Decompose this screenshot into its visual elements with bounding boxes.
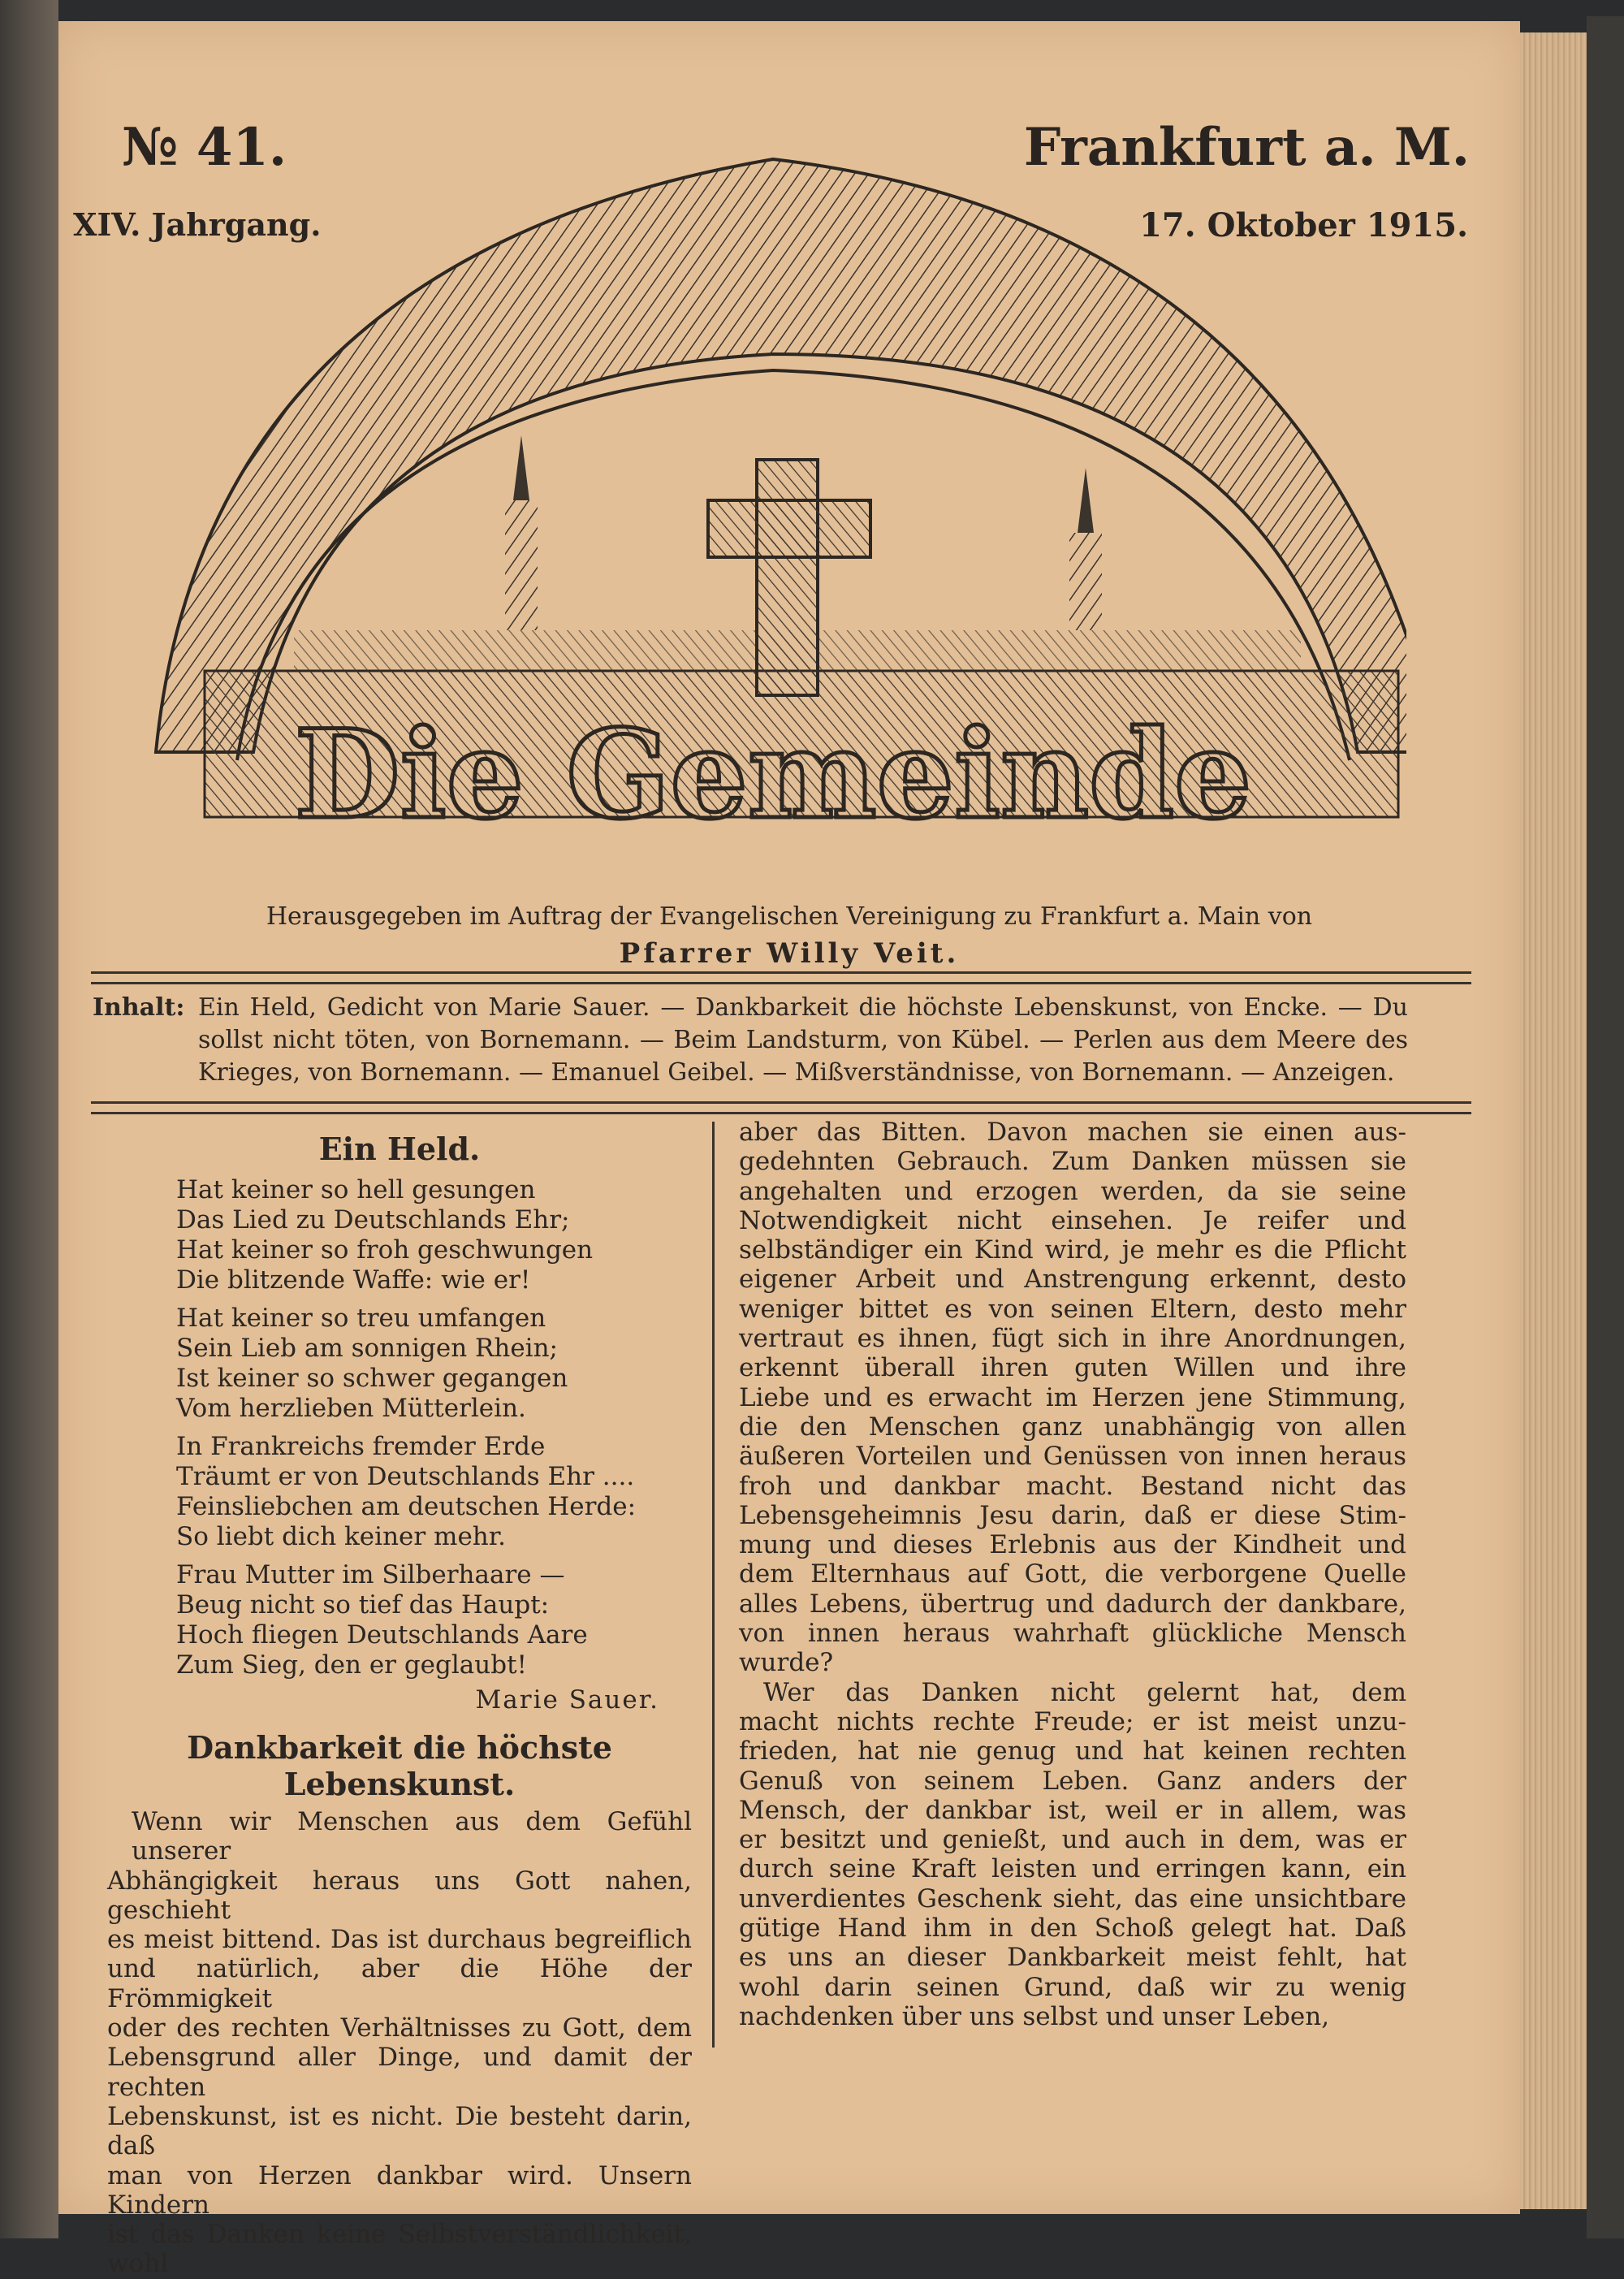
page-edges (1520, 32, 1587, 2209)
text-line: mung und dieses Erlebnis aus der Kindheit und (739, 1530, 1406, 1560)
text-line: Notwendigkeit nicht einsehen. Je reifer und (739, 1205, 1406, 1235)
text-line: aber das Bitten. Davon machen sie einen aus- (739, 1118, 1406, 1147)
text-line: Mensch, der dankbar ist, weil er in allem, was (739, 1795, 1406, 1825)
left-column (107, 1126, 692, 2279)
text-line: und natürlich, aber die Höhe der Frömmigkeit (107, 1954, 692, 2013)
toc-text: Ein Held, Gedicht von Marie Sauer. — Dankbarkeit die höchste Lebenskunst, von Encke. — Du sollst nicht töten, von Bornemann. — Beim Landsturm, von Kübel. — Perlen aus dem Meere des Krieges, von Bornemann. — Emanuel Geibel. — Mißverständnisse, von Bornemann. — Anzeigen. (198, 993, 1408, 1087)
poem-title: Ein Held. (318, 1131, 481, 1167)
poem-author: Marie Sauer. (475, 1685, 659, 1715)
text-line: eigener Arbeit und Anstrengung erkennt, desto (739, 1265, 1406, 1295)
text-line: ist das Danken keine Selbstverständlichkeit, wohl (107, 2220, 692, 2279)
text-line: Wer das Danken nicht gelernt hat, dem (763, 1677, 1406, 1707)
poem-line: Hat keiner so hell gesungen (176, 1175, 536, 1204)
text-line: Wenn wir Menschen aus dem Gefühl unserer (132, 1807, 692, 1866)
text-line: macht nichts rechte Freude; er ist meist unzu- (739, 1706, 1406, 1736)
text-line: unverdientes Geschenk sieht, das eine unsichtbare (739, 1883, 1406, 1914)
book-cover-edge (1587, 16, 1624, 2238)
editor-line: Pfarrer Willy Veit. (619, 937, 960, 970)
poem-line: Hat keiner so froh geschwungen (176, 1235, 594, 1265)
text-line: Lebenskunst, ist es nicht. Die besteht darin, daß (107, 2101, 692, 2161)
poem-stanza (176, 1560, 692, 1680)
text-line: äußeren Vorteilen und Genüssen von innen heraus (739, 1442, 1406, 1472)
poem-line: Frau Mutter im Silberhaare — (176, 1560, 565, 1589)
volume-label: XIV. Jahrgang. (73, 206, 322, 243)
poem-line: Zum Sieg, den er geglaubt! (176, 1650, 527, 1680)
publisher-line: Herausgegeben im Auftrag der Evangelischen Vereinigung zu Frankfurt a. Main von (266, 902, 1313, 931)
poem-body (107, 1175, 692, 1680)
text-line: angehalten und erzogen werden, da sie seine (739, 1176, 1406, 1206)
text-line: Lebensgrund aller Dinge, und damit der rechten (107, 2043, 692, 2102)
article-paragraph-2 (739, 1678, 1406, 2032)
masthead-illustration (107, 110, 1406, 898)
text-line: es uns an dieser Dankbarkeit meist fehlt, hat (739, 1943, 1406, 1973)
poem-line: Hat keiner so treu umfangen (176, 1304, 546, 1333)
masthead-title: Die Gemeinde (294, 703, 1252, 846)
poem-line: Feinsliebchen am deutschen Herde: (176, 1492, 637, 1521)
poem-line: Das Lied zu Deutschlands Ehr; (176, 1205, 570, 1235)
text-line: froh und dankbar macht. Bestand nicht das (739, 1471, 1406, 1501)
text-line: frieden, hat nie genug und hat keinen rechten (739, 1736, 1406, 1767)
poem-stanza (176, 1304, 692, 1424)
text-line: Genuß von seinem Leben. Ganz anders der (739, 1766, 1406, 1796)
text-line: Lebensgeheimnis Jesu darin, daß er diese Stim- (739, 1500, 1406, 1530)
poem-line: Vom herzlieben Mütterlein. (176, 1394, 526, 1423)
text-line: nachdenken über uns selbst und unser Leben, (739, 2001, 1330, 2031)
text-line: wohl darin seinen Grund, daß wir zu wenig (739, 1972, 1406, 2002)
text-line: wurde? (739, 1648, 834, 1678)
text-line: man von Herzen dankbar wird. Unsern Kindern (107, 2160, 692, 2220)
right-column (739, 1118, 1406, 2031)
text-line: von innen heraus wahrhaft glückliche Mensch (739, 1619, 1406, 1649)
table-of-contents (93, 992, 1416, 1089)
text-line: die den Menschen ganz unabhängig von allen (739, 1412, 1406, 1442)
text-line: gedehnten Gebrauch. Zum Danken müssen sie (739, 1147, 1406, 1177)
poem-line: So liebt dich keiner mehr. (176, 1522, 507, 1551)
text-line: weniger bittet es von seinen Eltern, desto mehr (739, 1294, 1406, 1324)
header-rule (91, 971, 1471, 984)
text-line: erkennt überall ihren guten Willen und ihre (739, 1353, 1406, 1383)
poem-line: Träumt er von Deutschlands Ehr .... (176, 1462, 635, 1491)
article-paragraph-1 (739, 1118, 1406, 1678)
poem-stanza (176, 1432, 692, 1552)
text-line: dem Elternhaus auf Gott, die verborgene Quelle (739, 1559, 1406, 1589)
poem-line: Beug nicht so tief das Haupt: (176, 1590, 550, 1620)
poem-line: Die blitzende Waffe: wie er! (176, 1265, 531, 1295)
newspaper-page (58, 21, 1520, 2279)
book-binding (0, 0, 58, 2238)
text-line: selbständiger ein Kind wird, je mehr es die Pflicht (739, 1235, 1406, 1265)
poem-line: Hoch fliegen Deutschlands Aare (176, 1620, 588, 1650)
issue-number: № 41. (122, 117, 287, 178)
text-line: alles Lebens, übertrug und dadurch der dankbare, (739, 1589, 1406, 1619)
text-line: durch seine Kraft leisten und erringen kann, ein (739, 1854, 1406, 1884)
text-line: Abhängigkeit heraus uns Gott nahen, geschieht (107, 1866, 692, 1925)
text-line: vertraut es ihnen, fügt sich in ihre Anordnungen, (739, 1324, 1406, 1354)
article-text-left (107, 1807, 692, 2279)
poem-stanza (176, 1175, 692, 1295)
poem-line: In Frankreichs fremder Erde (176, 1432, 546, 1461)
article-title: Dankbarkeit die höchste Lebenskunst. (187, 1729, 612, 1802)
text-line: gütige Hand ihm in den Schoß gelegt hat. Daß (739, 1914, 1406, 1944)
poem-line: Ist keiner so schwer gegangen (176, 1364, 568, 1393)
text-line: es meist bittend. Das ist durchaus begreiflich (107, 1925, 692, 1955)
text-line: Liebe und es erwacht im Herzen jene Stimmung, (739, 1382, 1406, 1412)
contents-rule (91, 1101, 1471, 1114)
poem-line: Sein Lieb am sonnigen Rhein; (176, 1334, 558, 1363)
toc-label: Inhalt: (93, 993, 185, 1022)
text-line: er besitzt und genießt, und auch in dem, was er (739, 1825, 1406, 1855)
text-line: oder des rechten Verhältnisses zu Gott, dem (107, 2013, 692, 2043)
issue-date: 17. Oktober 1915. (1139, 206, 1468, 244)
column-divider (712, 1122, 715, 2048)
city-label: Frankfurt a. M. (1023, 117, 1470, 178)
